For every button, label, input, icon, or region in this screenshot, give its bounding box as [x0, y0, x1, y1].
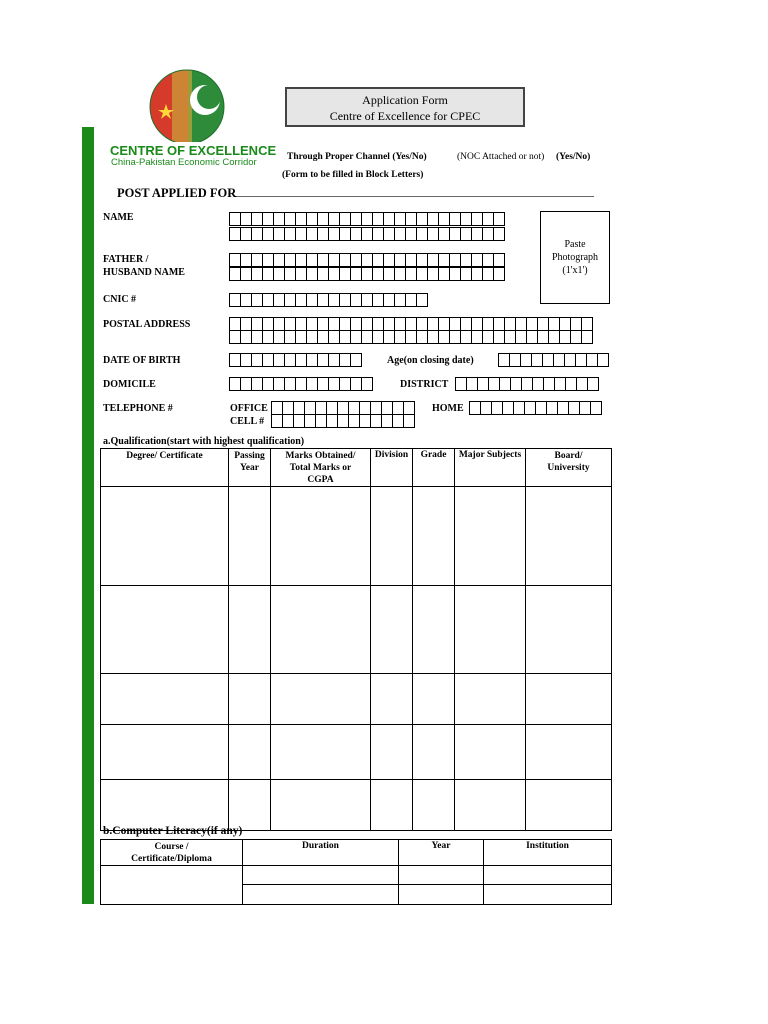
home-boxes[interactable] [469, 401, 601, 415]
col-grade: Grade [413, 449, 455, 487]
char-box[interactable] [416, 293, 428, 307]
logo-tagline: China-Pakistan Economic Corridor [111, 157, 257, 168]
dob-boxes[interactable] [229, 353, 361, 367]
channel-text: Through Proper Channel (Yes/No) [287, 152, 427, 162]
post-applied-label: POST APPLIED FOR [117, 186, 237, 200]
postal-label: POSTAL ADDRESS [103, 319, 191, 330]
col-passing-year: Passing Year [229, 449, 271, 487]
table-row[interactable] [101, 725, 612, 780]
char-box[interactable] [403, 401, 415, 415]
name-boxes-row1[interactable] [229, 212, 504, 226]
char-box[interactable] [581, 330, 593, 344]
char-box[interactable] [590, 401, 602, 415]
qualification-heading: a.Qualification(start with highest qualification) [103, 436, 305, 447]
cnic-label: CNIC # [103, 294, 137, 305]
char-box[interactable] [493, 212, 505, 226]
postal-boxes-row1[interactable] [229, 317, 592, 331]
age-boxes[interactable] [498, 353, 608, 367]
office-boxes[interactable] [271, 401, 414, 415]
district-label: DISTRICT [400, 379, 449, 390]
col-course: Course / Certificate/Diploma [101, 840, 243, 866]
char-box[interactable] [361, 377, 373, 391]
name-boxes-row2[interactable] [229, 227, 504, 241]
table-row[interactable] [101, 674, 612, 725]
char-box[interactable] [597, 353, 609, 367]
cell-label: CELL # [230, 416, 265, 427]
logo-emblem-icon [108, 66, 268, 142]
domicile-boxes[interactable] [229, 377, 372, 391]
char-box[interactable] [493, 253, 505, 267]
domicile-label: DOMICILE [103, 379, 156, 390]
postal-boxes-row2[interactable] [229, 330, 592, 344]
district-boxes[interactable] [455, 377, 598, 391]
logo [108, 66, 277, 170]
father-boxes-row2[interactable] [229, 267, 504, 281]
father-label-1: FATHER / [103, 254, 149, 265]
qualification-table [100, 448, 612, 831]
dob-label: DATE OF BIRTH [103, 355, 181, 366]
table-row[interactable] [101, 487, 612, 586]
post-applied-line[interactable]: ____________________________________________________________ [234, 184, 594, 198]
home-label: HOME [432, 403, 464, 414]
name-label: NAME [103, 212, 134, 223]
form-subtitle: Centre of Excellence for CPEC [329, 109, 481, 123]
col-institution: Institution [484, 840, 612, 866]
char-box[interactable] [493, 267, 505, 281]
logo-name: CENTRE OF EXCELLENCE [110, 143, 277, 158]
table-row[interactable] [101, 586, 612, 674]
instructions: (Form to be filled in Block Letters) [282, 170, 424, 180]
char-box[interactable] [350, 353, 362, 367]
noc-text: (NOC Attached or not) [457, 152, 545, 162]
form-title: Application Form [362, 93, 448, 107]
col-major-subjects: Major Subjects [455, 449, 526, 487]
side-accent-bar [82, 127, 94, 904]
char-box[interactable] [403, 414, 415, 428]
cell-boxes[interactable] [271, 414, 414, 428]
computer-table [100, 839, 612, 905]
col-year: Year [399, 840, 484, 866]
age-label: Age(on closing date) [387, 355, 474, 366]
char-box[interactable] [493, 227, 505, 241]
col-marks: Marks Obtained/ Total Marks or CGPA [271, 449, 371, 487]
char-box[interactable] [587, 377, 599, 391]
photo-text-1: Paste [564, 239, 586, 250]
noc-yesno: (Yes/No) [556, 152, 591, 162]
father-boxes-row1[interactable] [229, 253, 504, 267]
father-label-2: HUSBAND NAME [103, 267, 185, 278]
telephone-label: TELEPHONE # [103, 403, 173, 414]
photo-text-3: (1'x1') [562, 265, 588, 276]
col-division: Division [371, 449, 413, 487]
cnic-boxes[interactable] [229, 293, 427, 307]
col-board: Board/ University [526, 449, 612, 487]
form-title-box [285, 87, 525, 127]
table-row[interactable] [101, 780, 612, 831]
table-row[interactable] [101, 866, 612, 885]
photo-placeholder[interactable] [540, 211, 610, 304]
col-duration: Duration [243, 840, 399, 866]
col-degree: Degree/ Certificate [101, 449, 229, 487]
photo-text-2: Photograph [551, 252, 599, 263]
char-box[interactable] [581, 317, 593, 331]
office-label: OFFICE [230, 403, 268, 414]
computer-heading: b.Computer Literacy(if any) [103, 825, 243, 837]
